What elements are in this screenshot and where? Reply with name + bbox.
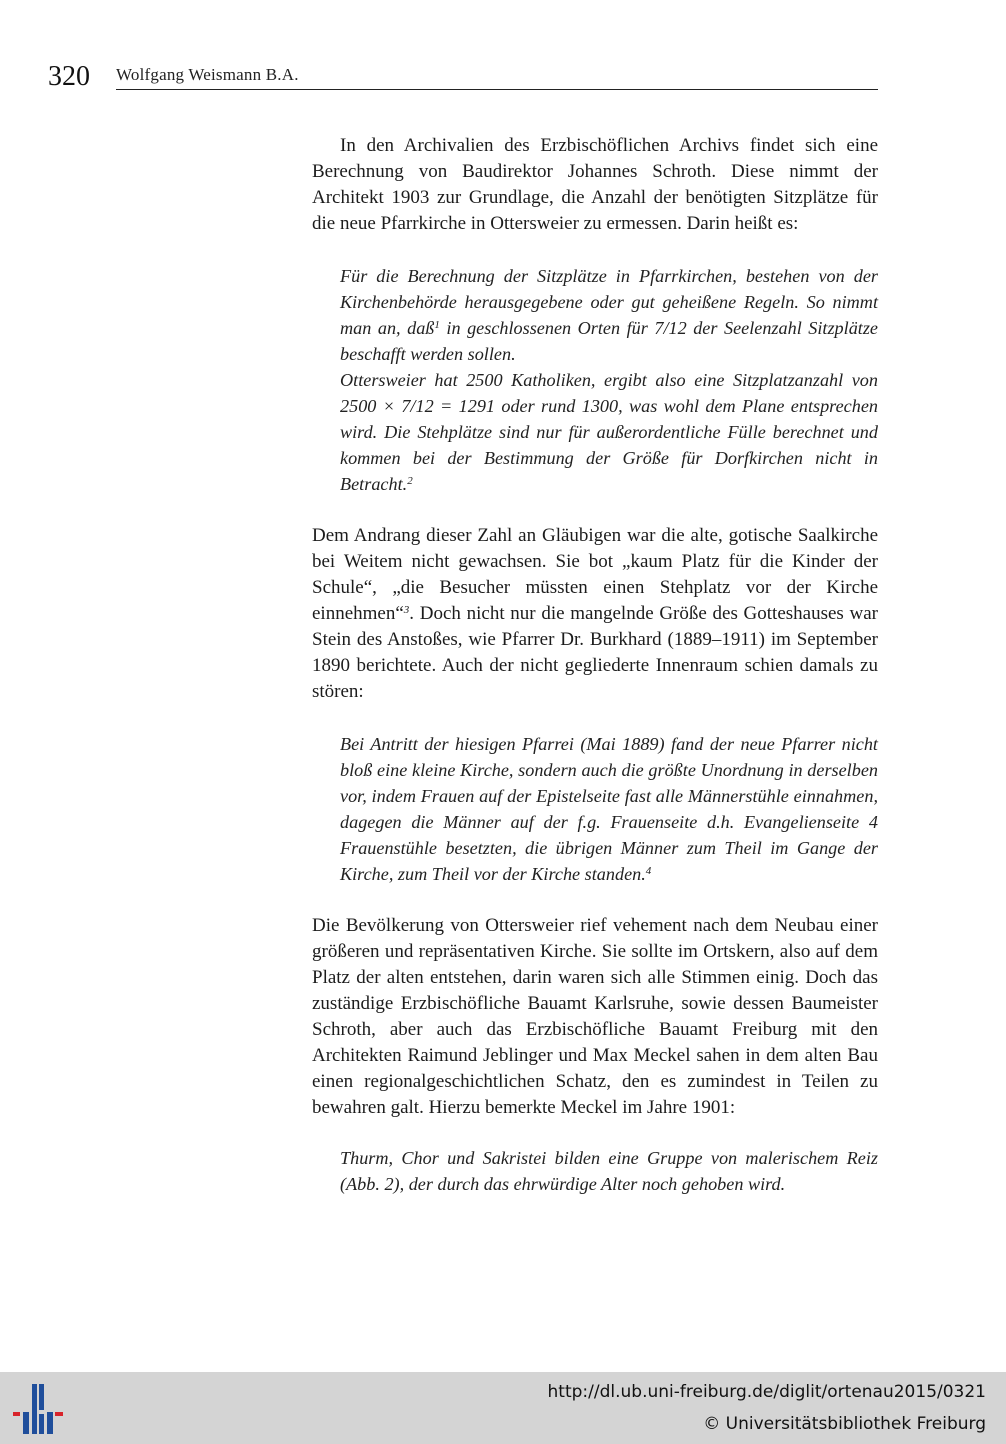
header-rule	[116, 89, 878, 90]
block-quote-1b	[340, 367, 878, 497]
source-url[interactable]: http://dl.ub.uni-freiburg.de/diglit/ortenau2015/0321	[547, 1382, 986, 1402]
block-quote-2	[340, 731, 878, 887]
paragraph-2	[312, 523, 878, 705]
footnote-ref-1: 1	[434, 319, 440, 331]
main-text	[312, 133, 878, 1197]
page-number: 320	[48, 61, 90, 92]
quote-text: Bei Antritt der hiesigen Pfarrei (Mai 1889) fand der neue Pfarrer nicht bloß eine kleine Kirche, sondern auch die größte Unordnung in derselben vor, indem Frauen auf der Epistelseite fast alle Männerstühle einnahmen, dagegen die Männer auf der f.g. Frauenseite d.h. Evangelienseite 4 Frauenstühle besetzten, die übrigen Männer zum Theil im Gange der Kirche, zum Theil vor der Kirche standen.	[340, 734, 878, 884]
paragraph-text: Dem Andrang dieser Zahl an Gläubigen war die alte, gotische Saalkirche bei Weitem nicht gewachsen. Sie bot „kaum Platz für die Kinder der Schule“, „die Besucher müssten einen Stehplatz vor der Kirche einnehmen“	[312, 525, 878, 624]
quote-text: in geschlossenen Orten für 7/12 der Seelenzahl Sitzplätze beschafft werden sollen.	[340, 318, 878, 364]
quote-text: Für die Berechnung der Sitzplätze in Pfarrkirchen, bestehen von der Kirchenbehörde herausgegebene oder gut geheißene Regeln. So nimmt man an, daß	[340, 266, 878, 338]
footnote-ref-3: 3	[403, 604, 410, 616]
paragraph-text: . Doch nicht nur die mangelnde Größe des Gotteshauses war Stein des Anstoßes, wie Pfarrer Dr. Burkhard (1889–1911) im September 1890 berichtete. Auch der nicht gegliederte Innenraum schien damals zu stören:	[312, 603, 878, 702]
footer-bar	[0, 1372, 1006, 1444]
paragraph-3: Die Bevölkerung von Ottersweier rief vehement nach dem Neubau einer größeren und repräsentativen Kirche. Sie sollte im Ortskern, also auf dem Platz der alten entstehen, darin waren sich alle Stimmen einig. Doch das zuständige Erzbischöfliche Bauamt Karlsruhe, sowie dessen Baumeister Schroth, aber auch das Erzbischöfliche Bauamt Freiburg mit den Architekten Raimund Jeblinger und Max Meckel sahen in dem alten Bau einen regionalgeschichtlichen Schatz, den es zumindest in Teilen zu bewahren galt. Hierzu bemerkte Meckel im Jahre 1901:	[312, 915, 878, 1118]
ub-freiburg-logo-icon	[12, 1382, 64, 1436]
footnote-ref-4: 4	[645, 865, 652, 877]
block-quote-1a	[340, 263, 878, 367]
running-head: Wolfgang Weismann B.A.	[116, 65, 299, 84]
quote-text: Ottersweier hat 2500 Katholiken, ergibt also eine Sitzplatzanzahl von 2500 × 7/12 = 1291 oder rund 1300, was wohl dem Plane entsprechen wird. Die Stehplätze sind nur für außerordentliche Fülle berechnet und kommen bei der Bestimmung der Größe für Dorfkirchen nicht in Betracht.	[340, 370, 878, 494]
block-quote-3: Thurm, Chor und Sakristei bilden eine Gruppe von malerischem Reiz (Abb. 2), der durch das ehrwürdige Alter noch gehoben wird.	[340, 1148, 878, 1194]
copyright-notice: © Universitätsbibliothek Freiburg	[703, 1414, 986, 1434]
footnote-ref-2: 2	[407, 475, 413, 487]
paragraph-1: In den Archivalien des Erzbischöflichen Archivs findet sich eine Berechnung von Baudirektor Johannes Schroth. Diese nimmt der Architekt 1903 zur Grundlage, die Anzahl der benötigten Sitzplätze für die neue Pfarrkirche in Ottersweier zu ermessen. Darin heißt es:	[312, 135, 878, 234]
